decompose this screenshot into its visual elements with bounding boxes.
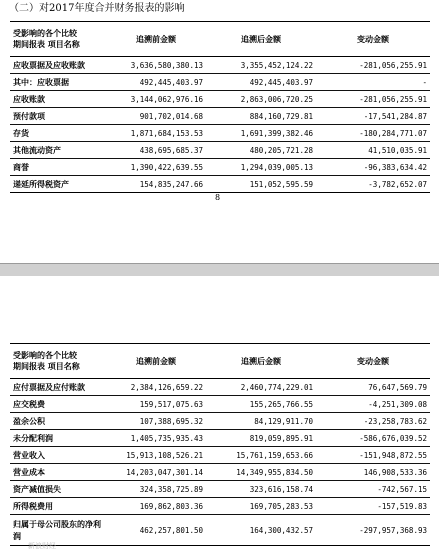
header-before-amount: 追溯前金额 xyxy=(106,344,206,379)
row-after-amount: 492,445,403.97 xyxy=(206,74,316,91)
row-change-amount: - xyxy=(316,74,430,91)
row-after-amount: 2,460,774,229.01 xyxy=(206,379,316,396)
watermark-text: 新浪财经 xyxy=(28,542,56,550)
table-row xyxy=(10,396,430,413)
row-before-amount: 159,517,075.63 xyxy=(106,396,206,413)
row-before-amount: 324,358,725.89 xyxy=(106,481,206,498)
table-row xyxy=(10,125,430,142)
row-change-amount: -742,567.15 xyxy=(316,481,430,498)
table-row xyxy=(10,413,430,430)
page-top xyxy=(0,0,439,263)
row-item-name: 盈余公积 xyxy=(10,413,106,430)
table-row xyxy=(10,176,430,193)
row-after-amount: 884,160,729.81 xyxy=(206,108,316,125)
row-before-amount: 169,862,803.36 xyxy=(106,498,206,515)
table-row xyxy=(10,481,430,498)
table-row xyxy=(10,57,430,74)
header-before-amount: 追溯前金额 xyxy=(106,22,206,57)
row-before-amount: 107,388,695.32 xyxy=(106,413,206,430)
row-change-amount: -281,056,255.91 xyxy=(316,57,430,74)
row-after-amount: 3,355,452,124.22 xyxy=(206,57,316,74)
header-after-amount: 追溯后金额 xyxy=(206,344,316,379)
row-after-amount: 1,294,039,005.13 xyxy=(206,159,316,176)
row-before-amount: 14,203,047,301.14 xyxy=(106,464,206,481)
header-change-amount: 变动金额 xyxy=(316,22,430,57)
table-row xyxy=(10,74,430,91)
row-before-amount: 438,695,685.37 xyxy=(106,142,206,159)
row-before-amount: 1,390,422,639.55 xyxy=(106,159,206,176)
row-item-name: 其中：应收票据 xyxy=(10,74,106,91)
row-change-amount: -151,948,872.55 xyxy=(316,447,430,464)
row-item-name: 资产减值损失 xyxy=(10,481,106,498)
row-item-name: 营业收入 xyxy=(10,447,106,464)
header-item-name xyxy=(10,22,106,57)
row-before-amount: 3,144,062,976.16 xyxy=(106,91,206,108)
page-number: 8 xyxy=(215,193,221,202)
row-after-amount: 1,691,399,382.46 xyxy=(206,125,316,142)
table-header-row xyxy=(10,344,430,379)
table-income-impact xyxy=(10,343,430,546)
row-change-amount: -23,258,783.62 xyxy=(316,413,430,430)
row-change-amount: -157,519.83 xyxy=(316,498,430,515)
row-item-name: 商誉 xyxy=(10,159,106,176)
table-row xyxy=(10,447,430,464)
row-after-amount: 2,863,006,720.25 xyxy=(206,91,316,108)
row-item-name: 存货 xyxy=(10,125,106,142)
row-after-amount: 151,052,595.59 xyxy=(206,176,316,193)
row-change-amount: -96,383,634.42 xyxy=(316,159,430,176)
table-row xyxy=(10,498,430,515)
row-item-name: 应收票据及应收账款 xyxy=(10,57,106,74)
row-item-name: 应付票据及应付账款 xyxy=(10,379,106,396)
row-change-amount: -180,284,771.07 xyxy=(316,125,430,142)
header-item-name xyxy=(10,344,106,379)
table-row xyxy=(10,379,430,396)
row-after-amount: 819,059,895.91 xyxy=(206,430,316,447)
row-before-amount: 1,871,684,153.53 xyxy=(106,125,206,142)
row-change-amount: 41,510,035.91 xyxy=(316,142,430,159)
row-item-name: 应交税费 xyxy=(10,396,106,413)
row-after-amount: 84,129,911.70 xyxy=(206,413,316,430)
row-before-amount: 1,405,735,935.43 xyxy=(106,430,206,447)
row-before-amount: 492,445,403.97 xyxy=(106,74,206,91)
header-change-amount: 变动金额 xyxy=(316,344,430,379)
row-item-name: 预付款项 xyxy=(10,108,106,125)
header-after-amount: 追溯后金额 xyxy=(206,22,316,57)
table-row xyxy=(10,91,430,108)
row-after-amount: 169,705,283.53 xyxy=(206,498,316,515)
row-item-name: 递延所得税资产 xyxy=(10,176,106,193)
row-change-amount: 76,647,569.79 xyxy=(316,379,430,396)
row-change-amount: -586,676,039.52 xyxy=(316,430,430,447)
header-item-line2: 期间报表 项目名称 xyxy=(13,361,80,371)
row-after-amount: 480,205,721.28 xyxy=(206,142,316,159)
row-item-name: 未分配利润 xyxy=(10,430,106,447)
header-item-line1: 受影响的各个比较 xyxy=(13,28,77,38)
row-change-amount: -17,541,284.87 xyxy=(316,108,430,125)
table-balance-sheet-impact xyxy=(10,21,430,193)
row-change-amount: 146,908,533.36 xyxy=(316,464,430,481)
row-after-amount: 15,761,159,653.66 xyxy=(206,447,316,464)
table-row xyxy=(10,464,430,481)
table-row xyxy=(10,515,430,546)
row-before-amount: 3,636,580,380.13 xyxy=(106,57,206,74)
section-heading: （二）对2017年度合并财务报表的影响 xyxy=(9,3,185,14)
row-before-amount: 2,384,126,659.22 xyxy=(106,379,206,396)
row-change-amount: -281,056,255.91 xyxy=(316,91,430,108)
row-change-amount: -3,782,652.07 xyxy=(316,176,430,193)
row-item-name: 营业成本 xyxy=(10,464,106,481)
table-row xyxy=(10,159,430,176)
row-after-amount: 323,616,158.74 xyxy=(206,481,316,498)
row-item-name: 所得税费用 xyxy=(10,498,106,515)
row-before-amount: 154,835,247.66 xyxy=(106,176,206,193)
table-row xyxy=(10,430,430,447)
row-after-amount: 164,300,432.57 xyxy=(206,515,316,546)
row-after-amount: 14,349,955,834.50 xyxy=(206,464,316,481)
row-item-name: 应收账款 xyxy=(10,91,106,108)
table-row xyxy=(10,108,430,125)
table-header-row xyxy=(10,22,430,57)
row-before-amount: 15,913,108,526.21 xyxy=(106,447,206,464)
row-after-amount: 155,265,766.55 xyxy=(206,396,316,413)
row-change-amount: -4,251,309.08 xyxy=(316,396,430,413)
page-bottom xyxy=(0,276,439,555)
page-break-gap xyxy=(0,263,439,277)
row-item-name: 其他流动资产 xyxy=(10,142,106,159)
header-item-line1: 受影响的各个比较 xyxy=(13,350,77,360)
row-change-amount: -297,957,368.93 xyxy=(316,515,430,546)
table-row xyxy=(10,142,430,159)
row-item-name: 归属于母公司股东的净利润 xyxy=(10,515,106,546)
row-before-amount: 901,702,014.68 xyxy=(106,108,206,125)
header-item-line2: 期间报表 项目名称 xyxy=(13,39,80,49)
row-before-amount: 462,257,801.50 xyxy=(106,515,206,546)
